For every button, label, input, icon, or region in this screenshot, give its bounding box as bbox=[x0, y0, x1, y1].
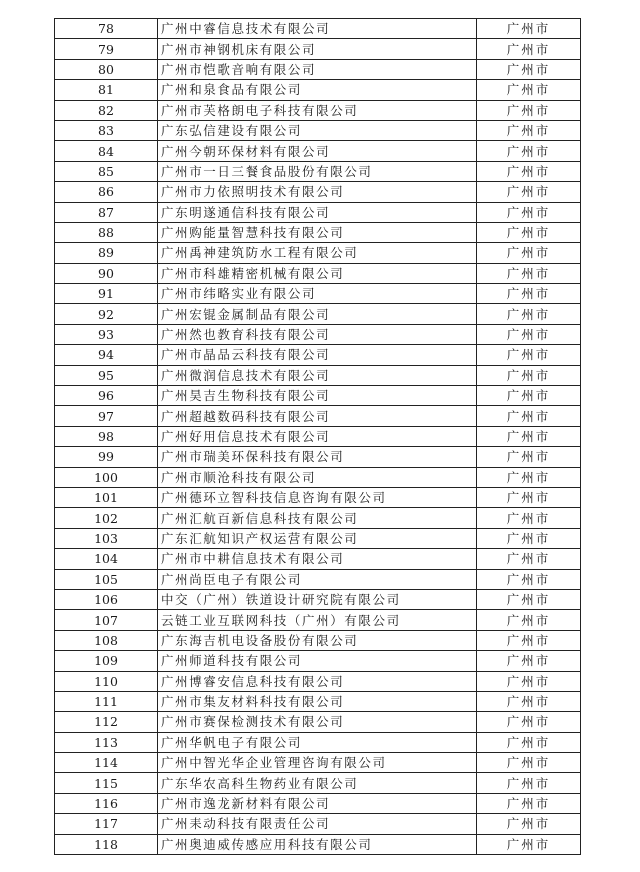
table-row bbox=[55, 773, 581, 793]
company-name-cell: 广州今朝环保材料有限公司 bbox=[158, 141, 477, 161]
city-cell: 广州市 bbox=[477, 263, 581, 283]
city-cell: 广州市 bbox=[477, 773, 581, 793]
row-number-cell: 91 bbox=[55, 284, 158, 304]
company-name-cell: 广州禹神建筑防水工程有限公司 bbox=[158, 243, 477, 263]
row-number-cell: 88 bbox=[55, 222, 158, 242]
company-name-cell: 广州市纬略实业有限公司 bbox=[158, 284, 477, 304]
row-number-cell: 96 bbox=[55, 386, 158, 406]
row-number-cell: 108 bbox=[55, 630, 158, 650]
city-cell: 广州市 bbox=[477, 345, 581, 365]
row-number-cell: 104 bbox=[55, 549, 158, 569]
row-number-cell: 102 bbox=[55, 508, 158, 528]
table-row bbox=[55, 80, 581, 100]
row-number-cell: 85 bbox=[55, 161, 158, 181]
city-cell: 广州市 bbox=[477, 732, 581, 752]
company-name-cell: 广州中睿信息技术有限公司 bbox=[158, 19, 477, 39]
company-name-cell: 广州德环立智科技信息咨询有限公司 bbox=[158, 487, 477, 507]
company-name-cell: 广州市赛保检测技术有限公司 bbox=[158, 712, 477, 732]
company-name-cell: 广州市神钢机床有限公司 bbox=[158, 39, 477, 59]
table-row bbox=[55, 834, 581, 854]
table-row bbox=[55, 671, 581, 691]
table-row bbox=[55, 426, 581, 446]
table-row bbox=[55, 732, 581, 752]
city-cell: 广州市 bbox=[477, 386, 581, 406]
city-cell: 广州市 bbox=[477, 834, 581, 854]
company-name-cell: 广州市一日三餐食品股份有限公司 bbox=[158, 161, 477, 181]
city-cell: 广州市 bbox=[477, 19, 581, 39]
city-cell: 广州市 bbox=[477, 39, 581, 59]
row-number-cell: 100 bbox=[55, 467, 158, 487]
row-number-cell: 93 bbox=[55, 324, 158, 344]
city-cell: 广州市 bbox=[477, 141, 581, 161]
company-name-cell: 广州市晶品云科技有限公司 bbox=[158, 345, 477, 365]
company-name-cell: 广东明遂通信科技有限公司 bbox=[158, 202, 477, 222]
table-row bbox=[55, 100, 581, 120]
row-number-cell: 89 bbox=[55, 243, 158, 263]
table-row bbox=[55, 487, 581, 507]
company-name-cell: 广州尚臣电子有限公司 bbox=[158, 569, 477, 589]
table-row bbox=[55, 304, 581, 324]
company-name-cell: 广州市逸龙新材料有限公司 bbox=[158, 793, 477, 813]
row-number-cell: 118 bbox=[55, 834, 158, 854]
table-row bbox=[55, 406, 581, 426]
city-cell: 广州市 bbox=[477, 202, 581, 222]
table-row bbox=[55, 386, 581, 406]
table-row bbox=[55, 263, 581, 283]
company-name-cell: 广州微润信息技术有限公司 bbox=[158, 365, 477, 385]
table-row bbox=[55, 161, 581, 181]
company-name-cell: 广州市芙格朗电子科技有限公司 bbox=[158, 100, 477, 120]
company-name-cell: 广州市瑞美环保科技有限公司 bbox=[158, 447, 477, 467]
table-row bbox=[55, 222, 581, 242]
city-cell: 广州市 bbox=[477, 487, 581, 507]
row-number-cell: 106 bbox=[55, 589, 158, 609]
row-number-cell: 103 bbox=[55, 528, 158, 548]
company-list-table bbox=[54, 18, 581, 855]
city-cell: 广州市 bbox=[477, 630, 581, 650]
company-name-cell: 广州昊吉生物科技有限公司 bbox=[158, 386, 477, 406]
company-name-cell: 广州然也教育科技有限公司 bbox=[158, 324, 477, 344]
row-number-cell: 116 bbox=[55, 793, 158, 813]
city-cell: 广州市 bbox=[477, 365, 581, 385]
table-row bbox=[55, 528, 581, 548]
row-number-cell: 101 bbox=[55, 487, 158, 507]
company-name-cell: 广州好用信息技术有限公司 bbox=[158, 426, 477, 446]
row-number-cell: 80 bbox=[55, 59, 158, 79]
city-cell: 广州市 bbox=[477, 59, 581, 79]
row-number-cell: 84 bbox=[55, 141, 158, 161]
city-cell: 广州市 bbox=[477, 569, 581, 589]
row-number-cell: 87 bbox=[55, 202, 158, 222]
table-row bbox=[55, 59, 581, 79]
company-name-cell: 广州博睿安信息科技有限公司 bbox=[158, 671, 477, 691]
city-cell: 广州市 bbox=[477, 80, 581, 100]
company-name-cell: 广东弘信建设有限公司 bbox=[158, 120, 477, 140]
row-number-cell: 117 bbox=[55, 814, 158, 834]
table-row bbox=[55, 589, 581, 609]
city-cell: 广州市 bbox=[477, 712, 581, 732]
row-number-cell: 95 bbox=[55, 365, 158, 385]
city-cell: 广州市 bbox=[477, 243, 581, 263]
table-row bbox=[55, 753, 581, 773]
table-row bbox=[55, 630, 581, 650]
city-cell: 广州市 bbox=[477, 324, 581, 344]
city-cell: 广州市 bbox=[477, 691, 581, 711]
table-body bbox=[55, 19, 581, 855]
table-row bbox=[55, 365, 581, 385]
city-cell: 广州市 bbox=[477, 508, 581, 528]
table-row bbox=[55, 549, 581, 569]
city-cell: 广州市 bbox=[477, 406, 581, 426]
table-row bbox=[55, 610, 581, 630]
row-number-cell: 109 bbox=[55, 651, 158, 671]
row-number-cell: 83 bbox=[55, 120, 158, 140]
company-name-cell: 广州市中耕信息技术有限公司 bbox=[158, 549, 477, 569]
city-cell: 广州市 bbox=[477, 651, 581, 671]
company-name-cell: 广州市恺歌音响有限公司 bbox=[158, 59, 477, 79]
company-name-cell: 广州中智光华企业管理咨询有限公司 bbox=[158, 753, 477, 773]
row-number-cell: 90 bbox=[55, 263, 158, 283]
company-name-cell: 广州市科雄精密机械有限公司 bbox=[158, 263, 477, 283]
table-row bbox=[55, 447, 581, 467]
company-name-cell: 广州市力依照明技术有限公司 bbox=[158, 182, 477, 202]
row-number-cell: 115 bbox=[55, 773, 158, 793]
company-name-cell: 广州超越数码科技有限公司 bbox=[158, 406, 477, 426]
table-row bbox=[55, 39, 581, 59]
company-name-cell: 广东海吉机电设备股份有限公司 bbox=[158, 630, 477, 650]
table-row bbox=[55, 243, 581, 263]
city-cell: 广州市 bbox=[477, 467, 581, 487]
city-cell: 广州市 bbox=[477, 426, 581, 446]
table-row bbox=[55, 651, 581, 671]
city-cell: 广州市 bbox=[477, 120, 581, 140]
table-row bbox=[55, 19, 581, 39]
company-name-cell: 广东华农高科生物药业有限公司 bbox=[158, 773, 477, 793]
row-number-cell: 114 bbox=[55, 753, 158, 773]
table-row bbox=[55, 202, 581, 222]
row-number-cell: 105 bbox=[55, 569, 158, 589]
city-cell: 广州市 bbox=[477, 793, 581, 813]
row-number-cell: 98 bbox=[55, 426, 158, 446]
city-cell: 广州市 bbox=[477, 222, 581, 242]
row-number-cell: 82 bbox=[55, 100, 158, 120]
company-name-cell: 广州市集友材料科技有限公司 bbox=[158, 691, 477, 711]
table-row bbox=[55, 814, 581, 834]
row-number-cell: 111 bbox=[55, 691, 158, 711]
company-name-cell: 广州耒动科技有限责任公司 bbox=[158, 814, 477, 834]
company-name-cell: 中交（广州）铁道设计研究院有限公司 bbox=[158, 589, 477, 609]
company-name-cell: 云链工业互联网科技（广州）有限公司 bbox=[158, 610, 477, 630]
company-name-cell: 广州华帆电子有限公司 bbox=[158, 732, 477, 752]
row-number-cell: 92 bbox=[55, 304, 158, 324]
city-cell: 广州市 bbox=[477, 284, 581, 304]
city-cell: 广州市 bbox=[477, 447, 581, 467]
company-name-cell: 广州和泉食品有限公司 bbox=[158, 80, 477, 100]
table-row bbox=[55, 712, 581, 732]
table-row bbox=[55, 508, 581, 528]
row-number-cell: 97 bbox=[55, 406, 158, 426]
company-name-cell: 广州购能量智慧科技有限公司 bbox=[158, 222, 477, 242]
city-cell: 广州市 bbox=[477, 589, 581, 609]
city-cell: 广州市 bbox=[477, 610, 581, 630]
row-number-cell: 94 bbox=[55, 345, 158, 365]
city-cell: 广州市 bbox=[477, 100, 581, 120]
row-number-cell: 79 bbox=[55, 39, 158, 59]
city-cell: 广州市 bbox=[477, 161, 581, 181]
city-cell: 广州市 bbox=[477, 814, 581, 834]
table-row bbox=[55, 691, 581, 711]
row-number-cell: 112 bbox=[55, 712, 158, 732]
row-number-cell: 99 bbox=[55, 447, 158, 467]
table-row bbox=[55, 182, 581, 202]
city-cell: 广州市 bbox=[477, 753, 581, 773]
company-name-cell: 广州奥迪威传感应用科技有限公司 bbox=[158, 834, 477, 854]
table-row bbox=[55, 793, 581, 813]
table-row bbox=[55, 467, 581, 487]
table-row bbox=[55, 345, 581, 365]
table-row bbox=[55, 324, 581, 344]
city-cell: 广州市 bbox=[477, 671, 581, 691]
city-cell: 广州市 bbox=[477, 549, 581, 569]
row-number-cell: 81 bbox=[55, 80, 158, 100]
row-number-cell: 110 bbox=[55, 671, 158, 691]
company-name-cell: 广州市顺沧科技有限公司 bbox=[158, 467, 477, 487]
table-row bbox=[55, 141, 581, 161]
row-number-cell: 78 bbox=[55, 19, 158, 39]
table-row bbox=[55, 569, 581, 589]
row-number-cell: 107 bbox=[55, 610, 158, 630]
city-cell: 广州市 bbox=[477, 528, 581, 548]
row-number-cell: 86 bbox=[55, 182, 158, 202]
company-name-cell: 广东汇航知识产权运营有限公司 bbox=[158, 528, 477, 548]
company-name-cell: 广州汇航百新信息科技有限公司 bbox=[158, 508, 477, 528]
company-name-cell: 广州师道科技有限公司 bbox=[158, 651, 477, 671]
city-cell: 广州市 bbox=[477, 182, 581, 202]
city-cell: 广州市 bbox=[477, 304, 581, 324]
table-row bbox=[55, 284, 581, 304]
row-number-cell: 113 bbox=[55, 732, 158, 752]
company-name-cell: 广州宏锟金属制品有限公司 bbox=[158, 304, 477, 324]
table-row bbox=[55, 120, 581, 140]
